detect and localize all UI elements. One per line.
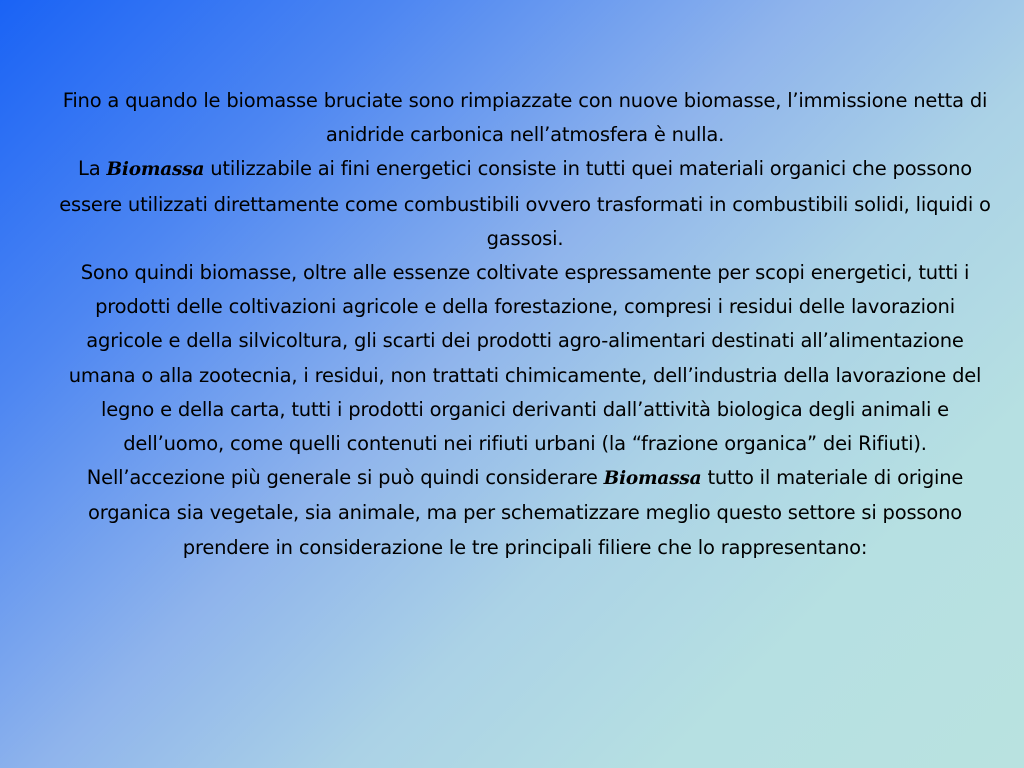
paragraph-general-meaning xyxy=(58,461,992,565)
paragraph-biomass-definition-body: utilizzabile ai fini energetici consiste in tutti quei materiali organici che possono essere utilizzati direttamente come combustibili ovvero trasformati in combustibili solidi, liquidi o gassosi. xyxy=(59,157,991,250)
paragraph-general-meaning-body: tutto il materiale di origine organica sia vegetale, sia animale, ma per schematizzare meglio questo settore si possono prendere in considerazione le tre principali filiere che lo rappresentano: xyxy=(87,466,964,559)
paragraph-general-meaning-lead: Nell’accezione più generale si può quindi considerare xyxy=(86,466,604,490)
biomassa-keyword: Biomassa xyxy=(106,159,205,181)
slide-text-block xyxy=(58,84,992,565)
paragraph-biomass-definition-lead: La xyxy=(78,157,107,181)
biomassa-keyword: Biomassa xyxy=(603,468,702,490)
paragraph-biomass-definition xyxy=(58,152,992,256)
paragraph-co2-neutrality: Fino a quando le biomasse bruciate sono rimpiazzate con nuove biomasse, l’immissione netta di anidride carbonica nell’atmosfera è nulla. xyxy=(62,89,988,147)
paragraph-biomass-sources: Sono quindi biomasse, oltre alle essenze coltivate espressamente per scopi energetici, tutti i prodotti delle coltivazioni agricole e della forestazione, compresi i residui delle lavorazioni agricole e della silvicoltura, gli scarti dei prodotti agro-alimentari destinati all’alimentazione umana o alla zootecnia, i residui, non trattati chimicamente, dell’industria della lavorazione del legno e della carta, tutti i prodotti organici derivanti dall’attività biologica degli animali e dell’uomo, come quelli contenuti nei rifiuti urbani (la “frazione organica” dei Rifiuti). xyxy=(68,261,982,456)
